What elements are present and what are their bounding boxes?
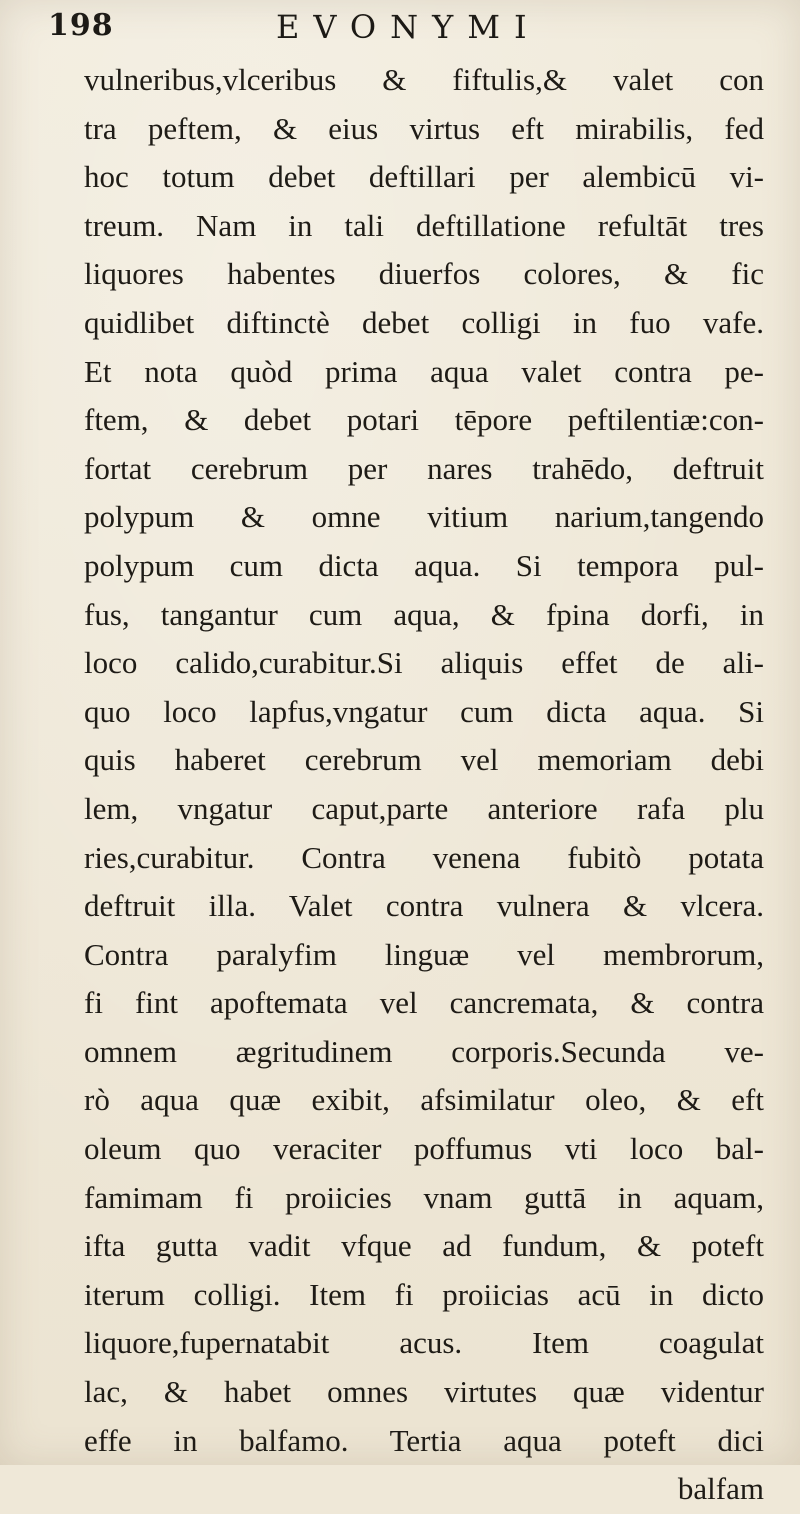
text-line: lem, vngatur caput,parte anteriore rafa plu (84, 790, 764, 826)
text-line: liquores habentes diuerfos colores, & fic (84, 256, 764, 292)
text-line: Et nota quòd prima aqua valet contra pe- (84, 353, 764, 389)
text-line: loco calido,curabitur.Si aliquis effet de ali- (84, 645, 764, 681)
text-line: effe in balfamo. Tertia aqua poteft dici (84, 1422, 764, 1458)
text-line: hoc totum debet deftillari per alembicū vi- (84, 159, 764, 195)
text-line: fus, tangantur cum aqua, & fpina dorfi, in (84, 596, 764, 632)
text-line: lac, & habet omnes virtutes quæ videntur (84, 1374, 764, 1410)
text-line: oleum quo veraciter poffumus vti loco bal- (84, 1131, 764, 1167)
text-line: fi fint apoftemata vel cancremata, & contra (84, 985, 764, 1021)
text-line: quo loco lapfus,vngatur cum dicta aqua. Si (84, 693, 764, 729)
text-line: deftruit illa. Valet contra vulnera & vlcera. (84, 888, 764, 924)
page-number: 198 (48, 8, 114, 43)
text-line: tra peftem, & eius virtus eft mirabilis, fed (84, 110, 764, 146)
text-line: fortat cerebrum per nares trahēdo, deftruit (84, 450, 764, 486)
text-line: treum. Nam in tali deftillatione refultāt tres (84, 207, 764, 243)
body-text (84, 56, 764, 1514)
text-line: rò aqua quæ exibit, afsimilatur oleo, & eft (84, 1082, 764, 1118)
text-line: ries,curabitur. Contra venena fubitò potata (84, 839, 764, 875)
text-line: Contra paralyfim linguæ vel membrorum, (84, 936, 764, 972)
page-header (48, 0, 748, 52)
text-line: vulneribus,vlceribus & fiftulis,& valet con (84, 62, 764, 97)
catchword: balfam (677, 1471, 764, 1507)
text-line: liquore,fupernatabit acus. Item coagulat (84, 1325, 764, 1361)
text-line: famimam fi proiicies vnam guttā in aquam, (84, 1179, 764, 1215)
text-line: polypum cum dicta aqua. Si tempora pul- (84, 547, 764, 583)
text-line: polypum & omne vitium narium,tangendo (84, 499, 764, 535)
running-head: EVONYMI (276, 8, 541, 46)
text-line: iterum colligi. Item fi proiicias acū in dicto (84, 1276, 764, 1312)
text-line: quis haberet cerebrum vel memoriam debi (84, 742, 764, 778)
text-line: quidlibet diftinctè debet colligi in fuo vafe. (84, 304, 764, 340)
text-line: ftem, & debet potari tēpore peftilentiæ:con- (84, 402, 764, 438)
text-line: ifta gutta vadit vfque ad fundum, & poteft (84, 1228, 764, 1264)
text-line: omnem ægritudinem corporis.Secunda ve- (84, 1033, 764, 1069)
